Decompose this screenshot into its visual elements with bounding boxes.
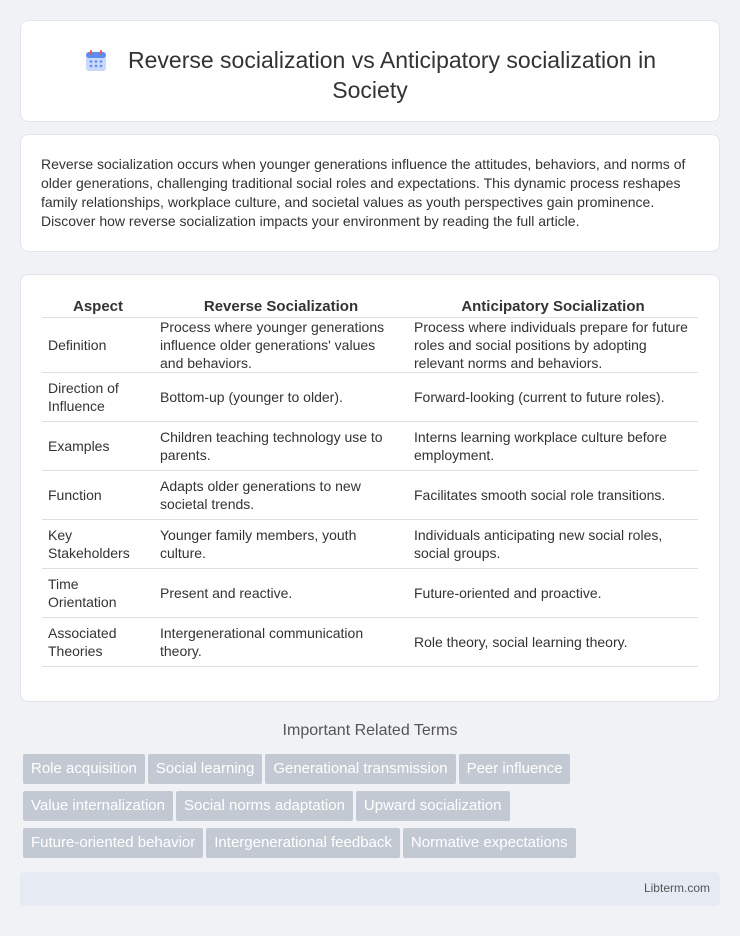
tag-value-internalization[interactable]: Value internalization [23, 791, 173, 821]
tag-social-norms-adaptation[interactable]: Social norms adaptation [176, 791, 353, 821]
row-reverse: Present and reactive. [154, 569, 408, 618]
row-reverse: Intergenerational communication theory. [154, 618, 408, 667]
intro-card [20, 134, 720, 252]
row-reverse: Adapts older generations to new societal trends. [154, 471, 408, 520]
row-aspect: Key Stakeholders [42, 520, 154, 569]
header-reverse: Reverse Socialization [154, 295, 408, 318]
related-terms-title: Important Related Terms [282, 722, 458, 739]
row-aspect: Function [42, 471, 154, 520]
table-row [42, 618, 698, 667]
row-reverse: Bottom-up (younger to older). [154, 373, 408, 422]
footer [20, 872, 720, 906]
row-anticipatory: Role theory, social learning theory. [408, 618, 698, 667]
row-anticipatory: Interns learning workplace culture before employment. [408, 422, 698, 471]
row-reverse: Younger family members, youth culture. [154, 520, 408, 569]
tag-generational-transmission[interactable]: Generational transmission [265, 754, 455, 784]
tag-future-oriented-behavior[interactable]: Future-oriented behavior [23, 828, 203, 858]
comparison-table-card [20, 274, 720, 702]
tag-row [23, 791, 723, 828]
header-aspect: Aspect [42, 295, 154, 318]
table-row [42, 471, 698, 520]
tag-row [23, 754, 723, 791]
row-reverse: Children teaching technology use to parents. [154, 422, 408, 471]
row-aspect: Associated Theories [42, 618, 154, 667]
row-reverse: Process where younger generations influence older generations' values and behaviors. [154, 318, 408, 373]
row-anticipatory: Process where individuals prepare for future roles and social positions by adopting relevant norms and behaviors. [408, 318, 698, 373]
page-title: Reverse socialization vs Anticipatory socialization in Society [128, 47, 656, 103]
calendar-grid-icon [84, 49, 108, 73]
tag-peer-influence[interactable]: Peer influence [459, 754, 571, 784]
header-anticipatory: Anticipatory Socialization [408, 295, 698, 318]
tag-role-acquisition[interactable]: Role acquisition [23, 754, 145, 784]
table-row [42, 520, 698, 569]
comparison-table [42, 295, 698, 667]
table-row [42, 569, 698, 618]
row-anticipatory: Future-oriented and proactive. [408, 569, 698, 618]
related-terms-list [23, 754, 723, 865]
intro-paragraph: Reverse socialization occurs when younger generations influence the attitudes, behaviors, and norms of older generations, challenging traditional social roles and expectations. This dynamic process reshapes family relationships, workplace culture, and societal values as youth perspectives gain prominence. Discover how reverse socialization impacts your environment by reading the full article. [41, 156, 686, 229]
title-card [20, 20, 720, 122]
table-row [42, 422, 698, 471]
footer-site-link[interactable]: Libterm.com [643, 881, 710, 895]
tag-intergenerational-feedback[interactable]: Intergenerational feedback [206, 828, 400, 858]
row-aspect: Definition [42, 318, 154, 373]
row-anticipatory: Individuals anticipating new social roles, social groups. [408, 520, 698, 569]
tag-social-learning[interactable]: Social learning [148, 754, 262, 784]
table-header-row [42, 295, 698, 318]
table-row [42, 318, 698, 373]
row-anticipatory: Forward-looking (current to future roles). [408, 373, 698, 422]
tag-row [23, 828, 723, 865]
tag-upward-socialization[interactable]: Upward socialization [356, 791, 510, 821]
tag-normative-expectations[interactable]: Normative expectations [403, 828, 576, 858]
row-aspect: Time Orientation [42, 569, 154, 618]
row-anticipatory: Facilitates smooth social role transitions. [408, 471, 698, 520]
row-aspect: Direction of Influence [42, 373, 154, 422]
table-row [42, 373, 698, 422]
row-aspect: Examples [42, 422, 154, 471]
title-wrap [61, 45, 679, 105]
